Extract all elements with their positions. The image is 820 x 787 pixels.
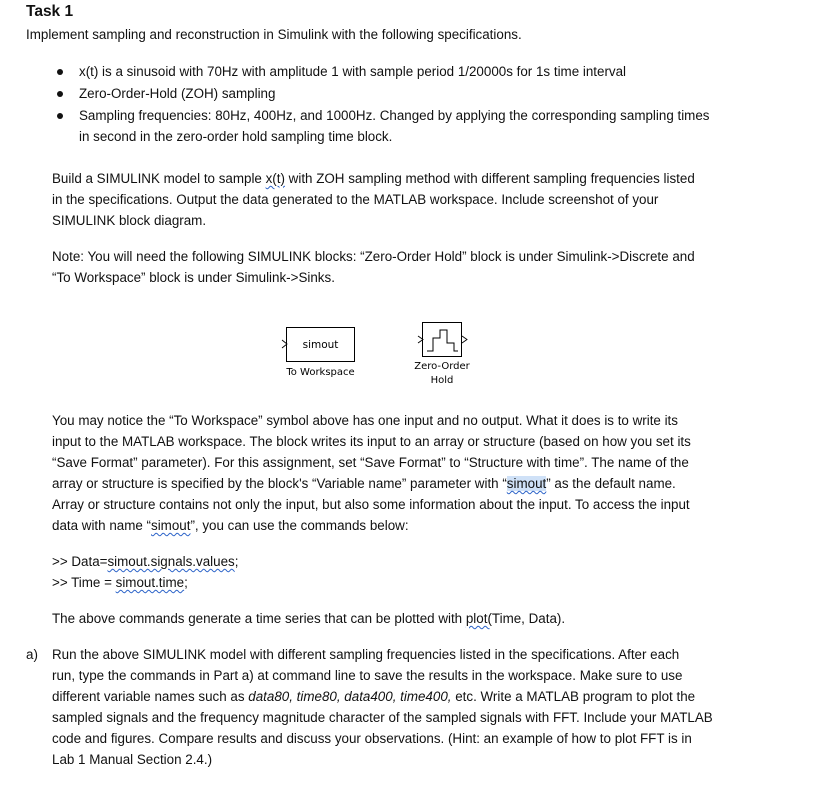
code-line-time: >> Time = simout.time; [52,575,188,590]
zoh-label-line-2: Hold [430,375,454,386]
bullet-dot [57,69,63,75]
spec-item-zoh: Zero-Order-Hold (ZOH) sampling [79,86,276,101]
bullet-dot [57,113,63,119]
para-line-6: data with name “simout”, you can use the commands below: [52,518,409,533]
para-line-5: Array or structure contains not only the input, but also some information about the input. To access the input [52,497,690,512]
selected-word-simout: simout [506,476,547,491]
bullet-dot [57,91,63,97]
plot-note: The above commands generate a time series that can be plotted with plot(Time, Data). [52,611,566,626]
to-workspace-block [282,328,355,379]
code-line-data: >> Data=simout.signals.values; [52,554,239,569]
part-a-line-3: different variable names such as data80, time80, data400, time400, etc. Write a MATLAB program to plot the [52,689,696,704]
output-port-icon [462,336,467,343]
spellcheck-word: simout [151,518,191,533]
part-a-line-1: Run the above SIMULINK model with different sampling frequencies listed in the specifications. After each [52,647,680,662]
spellcheck-word: x(t) [265,171,285,186]
build-line-3: SIMULINK block diagram. [52,213,207,228]
part-a-line-2: run, type the commands in Part a) at command line to save the results in the workspace. Make sure to use [52,668,683,683]
spellcheck-word: simout.signals.values [107,554,235,569]
intro-text: Implement sampling and reconstruction in Simulink with the following specifications. [26,27,522,42]
spec-item-frequencies: Sampling frequencies: 80Hz, 400Hz, and 1000Hz. Changed by applying the corresponding sampling times [79,108,710,123]
note-line-2: “To Workspace” block is under Simulink->Sinks. [52,270,335,285]
para-line-4: array or structure is specified by the block's “Variable name” parameter with “simout” as the default name. [52,476,676,491]
spec-item-signal: x(t) is a sinusoid with 70Hz with amplitude 1 with sample period 1/20000s for 1s time interval [79,64,627,79]
task-title: Task 1 [26,3,74,20]
para-line-3: “Save Format” parameter). For this assignment, set “Save Format” to “Structure with time”. The name of the [52,455,689,470]
spellcheck-word: simout.time [115,575,185,590]
spec-item-frequencies-cont: in second in the zero-order hold sampling time block. [79,129,393,144]
zoh-label-line-1: Zero-Order [414,361,470,372]
to-workspace-variable: simout [302,339,339,351]
part-a-line-5: code and figures. Compare results and discuss your observations. (Hint: an example of how to plot FFT is in [52,731,692,746]
para-line-1: You may notice the “To Workspace” symbol above has one input and no output. What it does is to write its [52,413,678,428]
simulink-blocks-diagram [276,318,476,390]
to-workspace-label: To Workspace [286,367,355,378]
spellcheck-word: plot( [465,611,492,626]
note-line-1: Note: You will need the following SIMULINK blocks: “Zero-Order Hold” block is under Simulink->Discrete and [52,249,695,264]
para-line-2: input to the MATLAB workspace. The block writes its input to an array or structure (based on how you set its [52,434,691,449]
zero-order-hold-block [414,323,470,387]
build-line-2: in the specifications. Output the data generated to the MATLAB workspace. Include screenshot of your [52,192,659,207]
build-line-1: Build a SIMULINK model to sample x(t) with ZOH sampling method with different sampling frequencies listed [52,171,695,186]
part-a-line-4: sampled signals and the frequency magnitude character of the sampled signals with FFT. Include your MATLAB [52,710,713,725]
part-a-line-6: Lab 1 Manual Section 2.4.) [52,752,213,767]
part-a-marker: a) [26,647,38,662]
